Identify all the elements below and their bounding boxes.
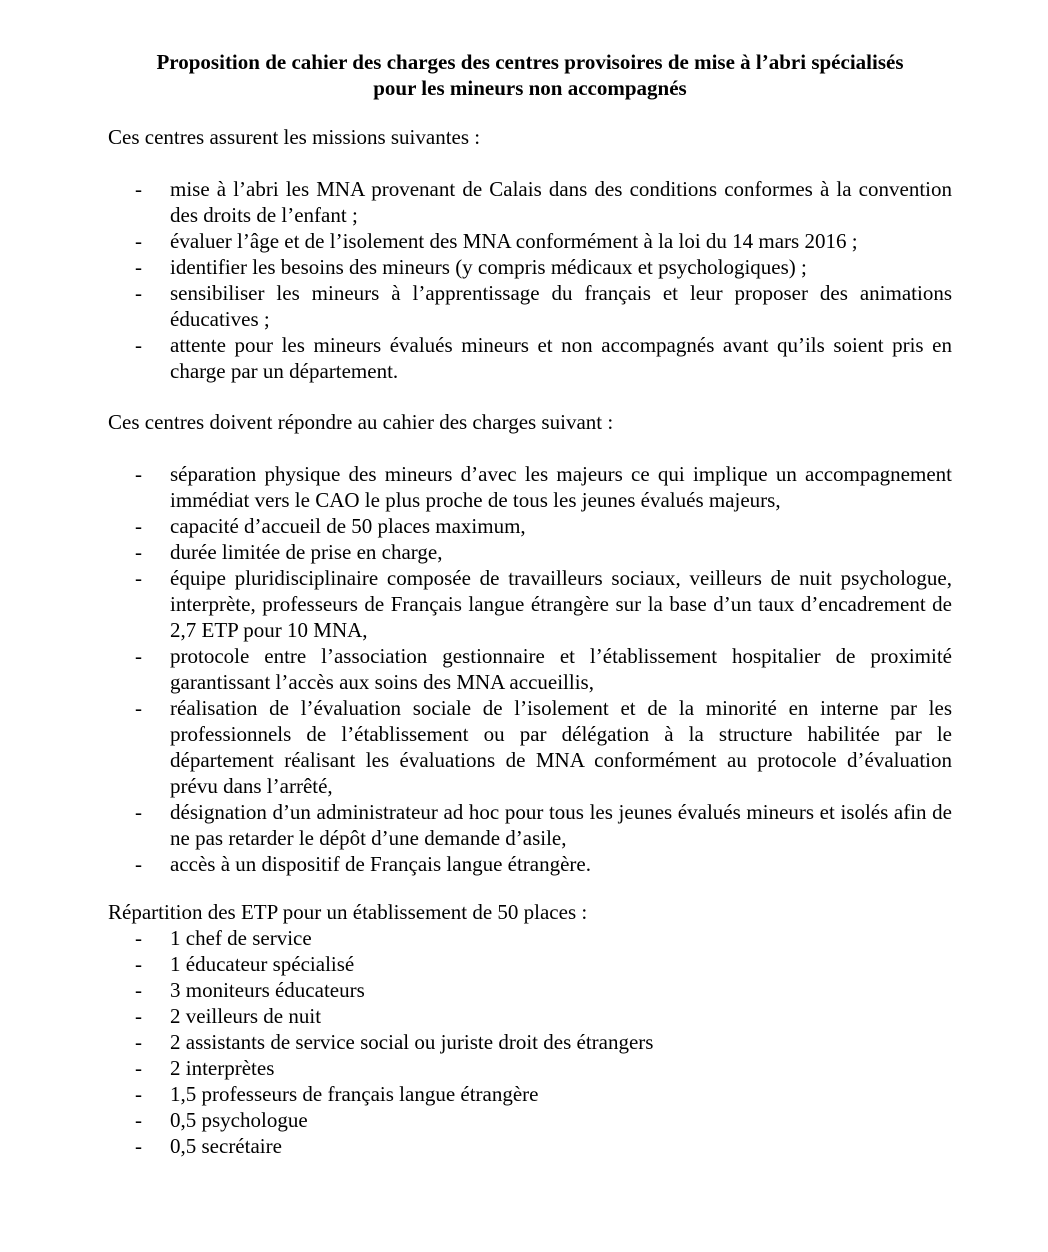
etp-list [108,925,952,1159]
list-item [108,1003,952,1029]
list-item [108,1133,952,1159]
list-item [108,565,952,643]
list-item-text: protocole entre l’association gestionnaire et l’établissement hospitalier de proximité garantissant l’accès aux soins des MNA accueillis, [170,644,952,694]
bullet-dash: - [135,333,142,357]
list-item-text: identifier les besoins des mineurs (y compris médicaux et psychologiques) ; [170,255,807,279]
list-item-text: équipe pluridisciplinaire composée de travailleurs sociaux, veilleurs de nuit psychologue, interprète, professeurs de Français langue étrangère sur la base d’un taux d’encadrement de 2,7 ETP pour 10 MNA, [170,566,952,642]
etp-intro: Répartition des ETP pour un établissement de 50 places : [108,900,588,924]
document-title-line-2: pour les mineurs non accompagnés [373,76,687,100]
list-item [108,695,952,799]
list-item [108,513,952,539]
bullet-dash: - [135,952,142,976]
list-item-text: 0,5 secrétaire [170,1134,282,1158]
list-item [108,851,952,877]
bullet-dash: - [135,281,142,305]
list-item [108,1081,952,1107]
bullet-dash: - [135,514,142,538]
list-item-text: désignation d’un administrateur ad hoc pour tous les jeunes évalués mineurs et isolés afin de ne pas retarder le dépôt d’une demande d’asile, [170,800,952,850]
list-item [108,539,952,565]
cahier-list [108,461,952,877]
bullet-dash: - [135,1030,142,1054]
list-item [108,643,952,695]
bullet-dash: - [135,1056,142,1080]
list-item [108,925,952,951]
cahier-intro: Ces centres doivent répondre au cahier des charges suivant : [108,410,614,434]
bullet-dash: - [135,1134,142,1158]
missions-list [108,176,952,384]
list-item [108,461,952,513]
bullet-dash: - [135,462,142,486]
list-item [108,951,952,977]
list-item-text: 1 chef de service [170,926,312,950]
bullet-dash: - [135,978,142,1002]
list-item-text: 0,5 psychologue [170,1108,308,1132]
list-item-text: durée limitée de prise en charge, [170,540,443,564]
list-item-text: capacité d’accueil de 50 places maximum, [170,514,526,538]
bullet-dash: - [135,852,142,876]
list-item-text: sensibiliser les mineurs à l’apprentissage du français et leur proposer des animations éducatives ; [170,281,952,331]
list-item-text: séparation physique des mineurs d’avec les majeurs ce qui implique un accompagnement immédiat vers le CAO le plus proche de tous les jeunes évalués majeurs, [170,462,952,512]
list-item-text: 1 éducateur spécialisé [170,952,355,976]
list-item [108,1055,952,1081]
bullet-dash: - [135,1004,142,1028]
bullet-dash: - [135,540,142,564]
list-item-text: 2 veilleurs de nuit [170,1004,322,1028]
list-item-text: 2 interprètes [170,1056,275,1080]
list-item [108,1107,952,1133]
bullet-dash: - [135,1082,142,1106]
bullet-dash: - [135,800,142,824]
bullet-dash: - [135,229,142,253]
list-item-text: 2 assistants de service social ou juriste droit des étrangers [170,1030,654,1054]
document-title-line-1: Proposition de cahier des charges des centres provisoires de mise à l’abri spécialisés [156,50,904,74]
list-item-text: accès à un dispositif de Français langue étrangère. [170,852,591,876]
document-title [108,49,952,101]
list-item-text: évaluer l’âge et de l’isolement des MNA conformément à la loi du 14 mars 2016 ; [170,229,858,253]
bullet-dash: - [135,926,142,950]
list-item [108,176,952,228]
list-item [108,280,952,332]
list-item [108,332,952,384]
list-item-text: réalisation de l’évaluation sociale de l’isolement et de la minorité en interne par les professionnels de l’établissement ou par délégation à la structure habilitée par le département réalisant les évaluations de MNA conformément au protocole d’évaluation prévu dans l’arrêté, [170,696,952,798]
bullet-dash: - [135,177,142,201]
list-item [108,1029,952,1055]
bullet-dash: - [135,696,142,720]
list-item [108,799,952,851]
list-item [108,228,952,254]
list-item [108,254,952,280]
missions-intro: Ces centres assurent les missions suivantes : [108,125,481,149]
list-item-text: 1,5 professeurs de français langue étrangère [170,1082,539,1106]
list-item [108,977,952,1003]
list-item-text: 3 moniteurs éducateurs [170,978,365,1002]
list-item-text: mise à l’abri les MNA provenant de Calais dans des conditions conformes à la convention des droits de l’enfant ; [170,177,952,227]
list-item-text: attente pour les mineurs évalués mineurs et non accompagnés avant qu’ils soient pris en charge par un département. [170,333,952,383]
bullet-dash: - [135,644,142,668]
bullet-dash: - [135,255,142,279]
bullet-dash: - [135,566,142,590]
bullet-dash: - [135,1108,142,1132]
